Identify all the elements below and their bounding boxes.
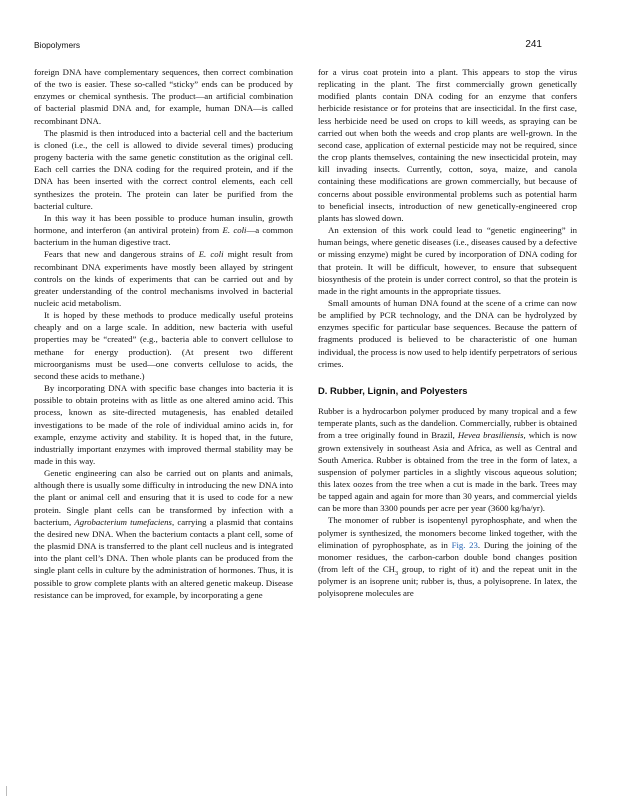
paragraph-text: group, to right of it) and the repeat unit in the polymer is an isoprene unit; rubber is, thus, a polyisoprene. In latex, the polyisoprene molecules are bbox=[318, 564, 577, 599]
running-title: Biopolymers bbox=[34, 40, 81, 50]
paragraph-text: Genetic engineering can also be carried out on plants and animals, although there is usually some difficulty in introducing the new DNA into the plant or animal cell and ensuring that it is used to code for a new protein. Single plant cells can be transformed by infection with a bacterium, bbox=[34, 468, 293, 527]
paragraph bbox=[318, 405, 577, 514]
paragraph-text: , which is now grown extensively in southeast Asia and Africa, as well as Central and South America. Rubber is obtained from the tree in the form of latex, a suspension of polymer particles in a slightly viscous aqueous solution; this latex oozes from the tree when a cut is made in the bark. Trees may be tapped again and again for more than 30 years, and commercial yields can be more than 3300 pounds per acre per year (3600 kg/ha/yr). bbox=[318, 430, 577, 514]
paragraph: An extension of this work could lead to “genetic engineering” in human beings, where genetic diseases (i.e., diseases caused by a defective or missing enzyme) might be cured by incorporation of DNA coding for that protein. It will be difficult, however, to ensure that subsequent biosynthesis of the protein is under correct control, so that the protein is made in the right amounts in the appropriate tissues. bbox=[318, 225, 577, 296]
paragraph: for a virus coat protein into a plant. This appears to stop the virus replicating in the plant. The first commercially grown genetically modified plants contain DNA coding for an enzyme that confers herbicide resistance or for proteins that are insecticidal. In the first case, less herbicide need be used on crops to kill weeds, as spraying can be carried out when both the weeds and crop plants are well-grown. In the second case, application of external pesticide may not be required, since the crop plants themselves, containing the new insecticidal protein, may kill invading insects. Currently, cotton, soya, maize, and canola containing these modifications are grown commercially, but because of concerns about possible environmental problems such as potential harm to beneficial insects, introduction of new genetically-engineered crop plants has slowed down. bbox=[318, 67, 577, 223]
paragraph bbox=[34, 248, 293, 309]
paragraph-text: The monomer of rubber is isopentenyl pyrophosphate, and when the polymer is synthesized, the monomers become linked together, with the elimination of pyrophosphate, as in bbox=[318, 515, 577, 550]
paragraph: foreign DNA have complementary sequences, then correct combination of the two is easier. These so-called “sticky” ends can be produced by enzymes or chemical synthesis. The product—an artificial combination of bacterial plasmid DNA and, for example, human DNA—is called recombinant DNA. bbox=[34, 67, 293, 126]
paragraph-text: —a common bacterium in the human digestive tract. bbox=[34, 225, 293, 248]
paragraph-text: Fears that new and dangerous strains of bbox=[44, 249, 199, 260]
left-column bbox=[34, 66, 293, 601]
paragraph-text: , carrying a plasmid that contains the desired new DNA. When the bacterium contacts a plant cell, some of the plasmid DNA is transferred to the plant cell nucleus and is integrated into the plant cell’s DNA. Then whole plants can be produced from the single plant cells in culture by the administration of hormones. Thus, it is possible to grow complete plants with an altered genetic makeup. Disease resistance can be improved, for example, by incorporating a gene bbox=[34, 516, 294, 600]
paragraph bbox=[34, 212, 293, 248]
figure-link[interactable]: Fig. 23 bbox=[451, 539, 478, 550]
paragraph-text: might result from recombinant DNA experiments have mostly been allayed by stringent controls on the kinds of experiments that can be carried out and by greater understanding of the control mechanisms involved in bacterial nucleic acid metabolism. bbox=[34, 249, 293, 308]
paragraph: Small amounts of human DNA found at the scene of a crime can now be amplified by PCR technology, and the DNA can be hydrolyzed by enzymes specific for particular base sequences. Because the pattern of fragments produced is believed to be characteristic of one human individual, the process is now used to help identify perpetrators of serious crimes. bbox=[318, 297, 577, 369]
species-name: Hevea brasiliensis bbox=[457, 430, 524, 441]
species-name: E. coli bbox=[222, 225, 247, 236]
paragraph bbox=[34, 467, 293, 601]
margin-mark bbox=[6, 786, 7, 796]
paragraph bbox=[318, 514, 577, 599]
species-name: Agrobacterium tumefaciens bbox=[74, 516, 172, 527]
section-heading: D. Rubber, Lignin, and Polyesters bbox=[318, 384, 468, 396]
paragraph: It is hoped by these methods to produce medically useful proteins cheaply and on a large scale. In addition, new bacteria with useful properties may be “created” (e.g., bacteria able to convert cellulose to methane for energy production). (At present two different microorganisms must be used—one converts cellulose to acids, the second these acids to methane.) bbox=[34, 310, 293, 381]
paragraph: By incorporating DNA with specific base changes into bacteria it is possible to obtain proteins with as little as one altered amino acid. This process, known as site-directed mutagenesis, has enabled detailed investigations to be made of the role of individual amino acids in, for example, enzyme activity and stability. It is hoped that, in the future, industrially important enzymes with improved thermal stability may be made in this way. bbox=[34, 383, 293, 466]
right-column bbox=[318, 66, 577, 600]
page-number: 241 bbox=[525, 39, 542, 50]
paragraph-text: In this way it has been possible to produce human insulin, growth hormone, and interferon (an antiviral protein) from bbox=[34, 212, 293, 236]
paragraph-text: Rubber is a hydrocarbon polymer produced by many tropical and a few temperate plants, such as the dandelion. Commercially, rubber is obtained from a tree originally found in Brazil, bbox=[318, 406, 577, 441]
paragraph-text: . During the joining of the monomer residues, the carbon-carbon double bond changes position (from left of the CH bbox=[318, 539, 577, 575]
paragraph: The plasmid is then introduced into a bacterial cell and the bacterium is cloned (i.e., the cell is allowed to divide several times) producing progeny bacteria with the same genetic constitution as the original cell. Each cell carries the DNA coding for the required protein, and if the DNA has been inserted with the correct control elements, each cell synthesizes the protein. The protein can later be purified from the bacterial culture. bbox=[34, 127, 293, 211]
species-name: E. coli bbox=[198, 249, 224, 260]
subscript: 3 bbox=[395, 569, 399, 577]
